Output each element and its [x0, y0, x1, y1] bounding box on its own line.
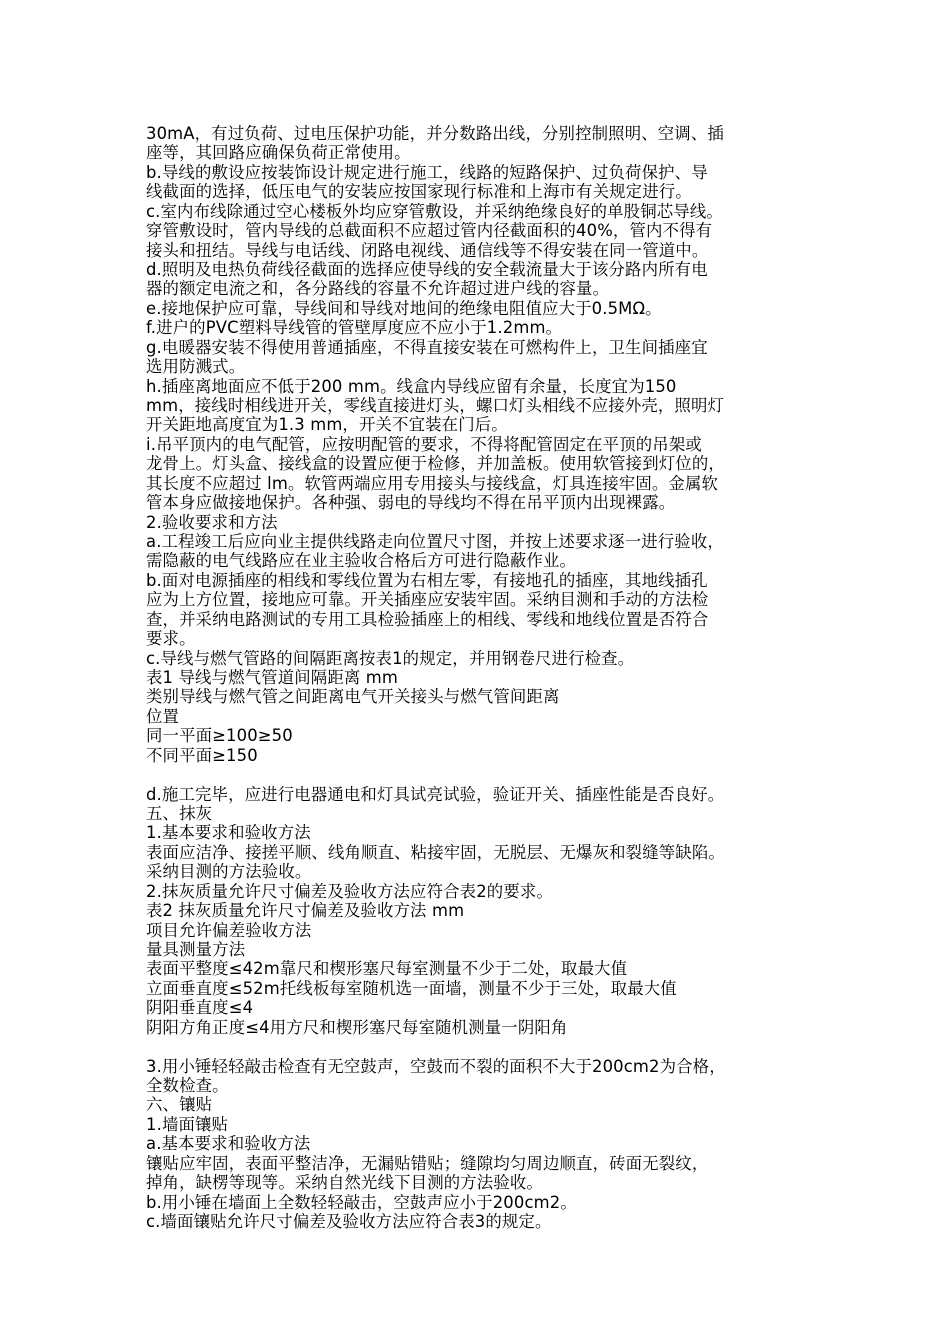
- table-header: 项目允许偏差验收方法: [146, 921, 312, 940]
- text-line: 接头和扭结。导线与电话线、闭路电视线、通信线等不得安装在同一管道中。: [146, 241, 709, 260]
- text-line: 需隐蔽的电气线路应在业主验收合格后方可进行隐蔽作业。: [146, 551, 577, 570]
- text-line: 3.用小锤轻轻敲击检查有无空鼓声，空鼓而不裂的面积不大于200cm2为合格，: [146, 1057, 726, 1076]
- table-row: 不同平面≥150: [146, 746, 258, 765]
- text-line: h.插座离地面应不低于200 mm。线盒内导线应留有余量，长度宜为150: [146, 377, 677, 396]
- text-line: a.工程竣工后应向业主提供线路走向位置尺寸图，并按上述要求逐一进行验收，: [146, 532, 724, 551]
- table-header: 量具测量方法: [146, 940, 246, 959]
- text-line: b.导线的敷设应按装饰设计规定进行施工，线路的短路保护、过负荷保护、导: [146, 163, 708, 182]
- text-line: c.导线与燃气管路的间隔距离按表1的规定，并用钢卷尺进行检查。: [146, 649, 635, 668]
- table-caption: 表1 导线与燃气管道间隔距离 mm: [146, 668, 399, 687]
- text-line: 镶贴应牢固，表面平整洁净，无漏贴错贴；缝隙均匀周边顺直，砖面无裂纹，: [146, 1154, 709, 1173]
- table-row: 同一平面≥100≥50: [146, 726, 293, 745]
- text-line: 采纳目测的方法验收。: [146, 862, 312, 881]
- text-line: 2.抹灰质量允许尺寸偏差及验收方法应符合表2的要求。: [146, 882, 553, 901]
- section-heading: 1.墙面镶贴: [146, 1115, 229, 1134]
- text-line: b.用小锤在墙面上全数轻轻敲击，空鼓声应小于200cm2。: [146, 1193, 577, 1212]
- table-caption: 表2 抹灰质量允许尺寸偏差及验收方法 mm: [146, 901, 465, 920]
- text-line: 应为上方位置，接地应可靠。开关插座应安装牢固。采纳目测和手动的方法检: [146, 590, 709, 609]
- text-line: 线截面的选择，低压电气的安装应按国家现行标准和上海市有关规定进行。: [146, 182, 692, 201]
- table-row: 阴阳方角正度≤4用方尺和楔形塞尺每室随机测量一阴阳角: [146, 1018, 568, 1037]
- text-line: g.电暖器安装不得使用普通插座，不得直接安装在可燃构件上，卫生间插座宜: [146, 338, 708, 357]
- text-line: i.吊平顶内的电气配管，应按明配管的要求，不得将配管固定在平顶的吊架或: [146, 435, 702, 454]
- text-line: c.室内布线除通过空心楼板外均应穿管敷设，并采纳绝缘良好的单股铜芯导线。: [146, 202, 723, 221]
- table-header: 类别导线与燃气管之间距离电气开关接头与燃气管间距离: [146, 687, 560, 706]
- section-heading: a.基本要求和验收方法: [146, 1134, 311, 1153]
- text-line: 开关距地高度宜为1.3 mm，开关不宜装在门后。: [146, 415, 508, 434]
- text-line: 器的额定电流之和，各分路线的容量不允许超过进户线的容量。: [146, 279, 610, 298]
- text-line: 掉角，缺楞等现等。采纳自然光线下目测的方法验收。: [146, 1173, 543, 1192]
- table-row: 阴阳垂直度≤4: [146, 998, 254, 1017]
- text-line: 选用防溅式。: [146, 357, 246, 376]
- text-line: 穿管敷设时，管内导线的总截面积不应超过管内径截面积的40%，管内不得有: [146, 221, 713, 240]
- text-line: 管本身应做接地保护。各种强、弱电的导线均不得在吊平顶内出现裸露。: [146, 493, 676, 512]
- text-line: 其长度不应超过 lm。软管两端应用专用接头与接线盒，灯具连接牢固。金属软: [146, 474, 719, 493]
- text-line: d.照明及电热负荷线径截面的选择应使导线的安全载流量大于该分路内所有电: [146, 260, 708, 279]
- text-line: 表面应洁净、接搓平顺、线角顺直、粘接牢固，无脱层、无爆灰和裂缝等缺陷。: [146, 843, 725, 862]
- section-heading: 1.基本要求和验收方法: [146, 823, 311, 842]
- text-line: d.施工完毕，应进行电器通电和灯具试亮试验，验证开关、插座性能是否良好。: [146, 785, 725, 804]
- text-line: 30mA，有过负荷、过电压保护功能，并分数路出线，分别控制照明、空调、插: [146, 124, 724, 143]
- table-row: 立面垂直度≤52m托线板每室随机选一面墙，测量不少于三处，取最大值: [146, 979, 677, 998]
- section-heading: 五、抹灰: [146, 804, 213, 823]
- text-line: e.接地保护应可靠，导线间和导线对地间的绝缘电阻值应大于0.5MΩ。: [146, 299, 662, 318]
- text-line: 全数检查。: [146, 1076, 229, 1095]
- text-line: mm，接线时相线进开关，零线直接进灯头，螺口灯头相线不应接外壳，照明灯: [146, 396, 725, 415]
- table-row: 表面平整度≤42m靠尺和楔形塞尺每室测量不少于二处，取最大值: [146, 959, 628, 978]
- text-line: b.面对电源插座的相线和零线位置为右相左零，有接地孔的插座，其地线插孔: [146, 571, 708, 590]
- table-header: 位置: [146, 707, 180, 726]
- text-line: 龙骨上。灯头盒、接线盒的设置应便于检修，并加盖板。使用软管接到灯位的，: [146, 454, 725, 473]
- section-heading: 六、镶贴: [146, 1095, 213, 1114]
- text-line: 要求。: [146, 629, 196, 648]
- text-line: c.墙面镶贴允许尺寸偏差及验收方法应符合表3的规定。: [146, 1212, 552, 1231]
- text-line: 查，并采纳电路测试的专用工具检验插座上的相线、零线和地线位置是否符合: [146, 610, 709, 629]
- text-line: 座等，其回路应确保负荷正常使用。: [146, 143, 411, 162]
- section-heading: 2.验收要求和方法: [146, 513, 278, 532]
- text-line: f.进户的PVC塑料导线管的管壁厚度应不应小于1.2mm。: [146, 318, 563, 337]
